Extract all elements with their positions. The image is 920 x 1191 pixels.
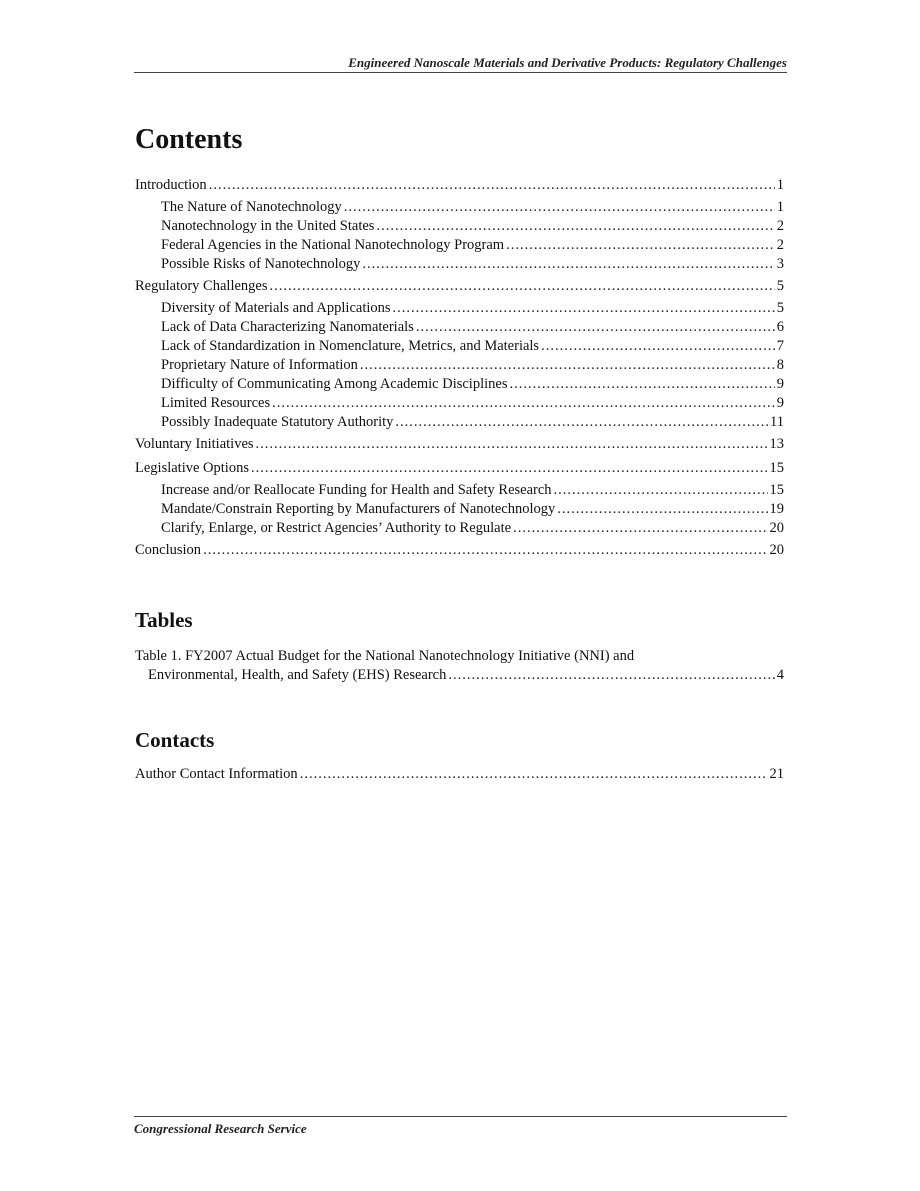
toc-label: Mandate/Constrain Reporting by Manufacturers of Nanotechnology xyxy=(161,501,556,517)
toc-page-number: 2 xyxy=(776,218,784,234)
toc-entry-introduction[interactable] xyxy=(135,176,784,195)
toc-label: Nanotechnology in the United States xyxy=(161,218,375,234)
toc-page-number: 5 xyxy=(776,300,784,316)
toc-label: Increase and/or Reallocate Funding for Health and Safety Research xyxy=(161,482,552,498)
toc-label: Introduction xyxy=(135,177,207,193)
toc-label: Lack of Data Characterizing Nanomaterials xyxy=(161,319,414,335)
dot-leader xyxy=(256,435,768,454)
toc-page-number: 1 xyxy=(776,177,784,193)
toc-entry-lack-of-standardization[interactable] xyxy=(135,337,784,356)
toc-entry-statutory-authority[interactable] xyxy=(135,413,784,432)
toc-entry-voluntary-initiatives[interactable] xyxy=(135,435,784,454)
table-1-caption-line2 xyxy=(135,666,784,685)
toc-entry-nanotechnology-in-us[interactable] xyxy=(135,217,784,236)
dot-leader xyxy=(300,765,768,784)
dot-leader xyxy=(344,198,775,217)
toc-label: Lack of Standardization in Nomenclature, Metrics, and Materials xyxy=(161,338,540,354)
toc-entry-possible-risks[interactable] xyxy=(135,255,784,274)
toc-page-number: 3 xyxy=(776,256,784,272)
table-1-caption-line1: Table 1. FY2007 Actual Budget for the National Nanotechnology Initiative (NNI) and xyxy=(135,648,635,664)
dot-leader xyxy=(269,277,774,296)
dot-leader xyxy=(209,176,775,195)
toc-page-number: 21 xyxy=(769,766,784,782)
toc-entry-legislative-options[interactable] xyxy=(135,459,784,478)
toc-page-number: 2 xyxy=(776,237,784,253)
toc-label: Possibly Inadequate Statutory Authority xyxy=(161,414,394,430)
toc-page-number: 1 xyxy=(776,199,784,215)
toc-entry-limited-resources[interactable] xyxy=(135,394,784,413)
toc-label: Regulatory Challenges xyxy=(135,278,268,294)
dot-leader xyxy=(360,356,775,375)
running-header: Engineered Nanoscale Materials and Derivative Products: Regulatory Challenges xyxy=(134,54,787,73)
toc-label: The Nature of Nanotechnology xyxy=(161,199,342,215)
toc-entry-difficulty-communicating[interactable] xyxy=(135,375,784,394)
toc-page-number: 9 xyxy=(776,376,784,392)
toc-entry-diversity-of-materials[interactable] xyxy=(135,299,784,318)
toc-label: Environmental, Health, and Safety (EHS) Research xyxy=(148,667,447,683)
toc-page-number: 15 xyxy=(769,460,784,476)
dot-leader xyxy=(513,519,767,538)
toc-page-number: 4 xyxy=(776,667,784,683)
dot-leader xyxy=(541,337,775,356)
dot-leader xyxy=(554,481,768,500)
toc-entry-regulatory-challenges[interactable] xyxy=(135,277,784,296)
toc-entry-clarify-authority[interactable] xyxy=(135,519,784,538)
list-of-tables xyxy=(135,647,784,685)
dot-leader xyxy=(509,375,774,394)
table-of-contents xyxy=(135,176,784,560)
dot-leader xyxy=(203,541,767,560)
toc-label: Federal Agencies in the National Nanotechnology Program xyxy=(161,237,505,253)
toc-page-number: 11 xyxy=(770,414,784,430)
dot-leader xyxy=(362,255,774,274)
dot-leader xyxy=(393,299,775,318)
dot-leader xyxy=(376,217,774,236)
dot-leader xyxy=(272,394,775,413)
toc-entry-conclusion[interactable] xyxy=(135,541,784,560)
toc-page-number: 20 xyxy=(769,520,784,536)
toc-page-number: 8 xyxy=(776,357,784,373)
toc-entry-federal-agencies[interactable] xyxy=(135,236,784,255)
toc-entry-reallocate-funding[interactable] xyxy=(135,481,784,500)
toc-label: Diversity of Materials and Applications xyxy=(161,300,391,316)
toc-label: Difficulty of Communicating Among Academic Disciplines xyxy=(161,376,508,392)
toc-page-number: 9 xyxy=(776,395,784,411)
dot-leader xyxy=(448,666,774,685)
toc-page-number: 15 xyxy=(769,482,784,498)
toc-label: Author Contact Information xyxy=(135,766,298,782)
toc-page-number: 6 xyxy=(776,319,784,335)
toc-page-number: 19 xyxy=(769,501,784,517)
toc-label: Clarify, Enlarge, or Restrict Agencies’ Authority to Regulate xyxy=(161,520,512,536)
toc-page-number: 7 xyxy=(776,338,784,354)
toc-label: Possible Risks of Nanotechnology xyxy=(161,256,361,272)
dot-leader xyxy=(251,459,768,478)
toc-page-number: 20 xyxy=(769,542,784,558)
toc-label: Legislative Options xyxy=(135,460,249,476)
page-footer: Congressional Research Service xyxy=(134,1116,787,1137)
toc-entry-mandate-reporting[interactable] xyxy=(135,500,784,519)
toc-label: Limited Resources xyxy=(161,395,271,411)
list-of-contacts xyxy=(135,765,784,784)
toc-label: Conclusion xyxy=(135,542,202,558)
toc-entry-proprietary-nature[interactable] xyxy=(135,356,784,375)
toc-page-number: 13 xyxy=(769,436,784,452)
toc-page-number: 5 xyxy=(776,278,784,294)
dot-leader xyxy=(557,500,767,519)
toc-label: Voluntary Initiatives xyxy=(135,436,254,452)
tables-heading: Tables xyxy=(135,608,193,632)
toc-entry-lack-of-data[interactable] xyxy=(135,318,784,337)
toc-label: Proprietary Nature of Information xyxy=(161,357,358,373)
dot-leader xyxy=(506,236,775,255)
contents-heading: Contents xyxy=(135,124,243,155)
dot-leader xyxy=(395,413,768,432)
table-1-entry[interactable] xyxy=(135,647,784,685)
toc-entry-author-contact[interactable] xyxy=(135,765,784,784)
contacts-heading: Contacts xyxy=(135,728,215,752)
toc-entry-nature-of-nanotechnology[interactable] xyxy=(135,198,784,217)
dot-leader xyxy=(416,318,775,337)
